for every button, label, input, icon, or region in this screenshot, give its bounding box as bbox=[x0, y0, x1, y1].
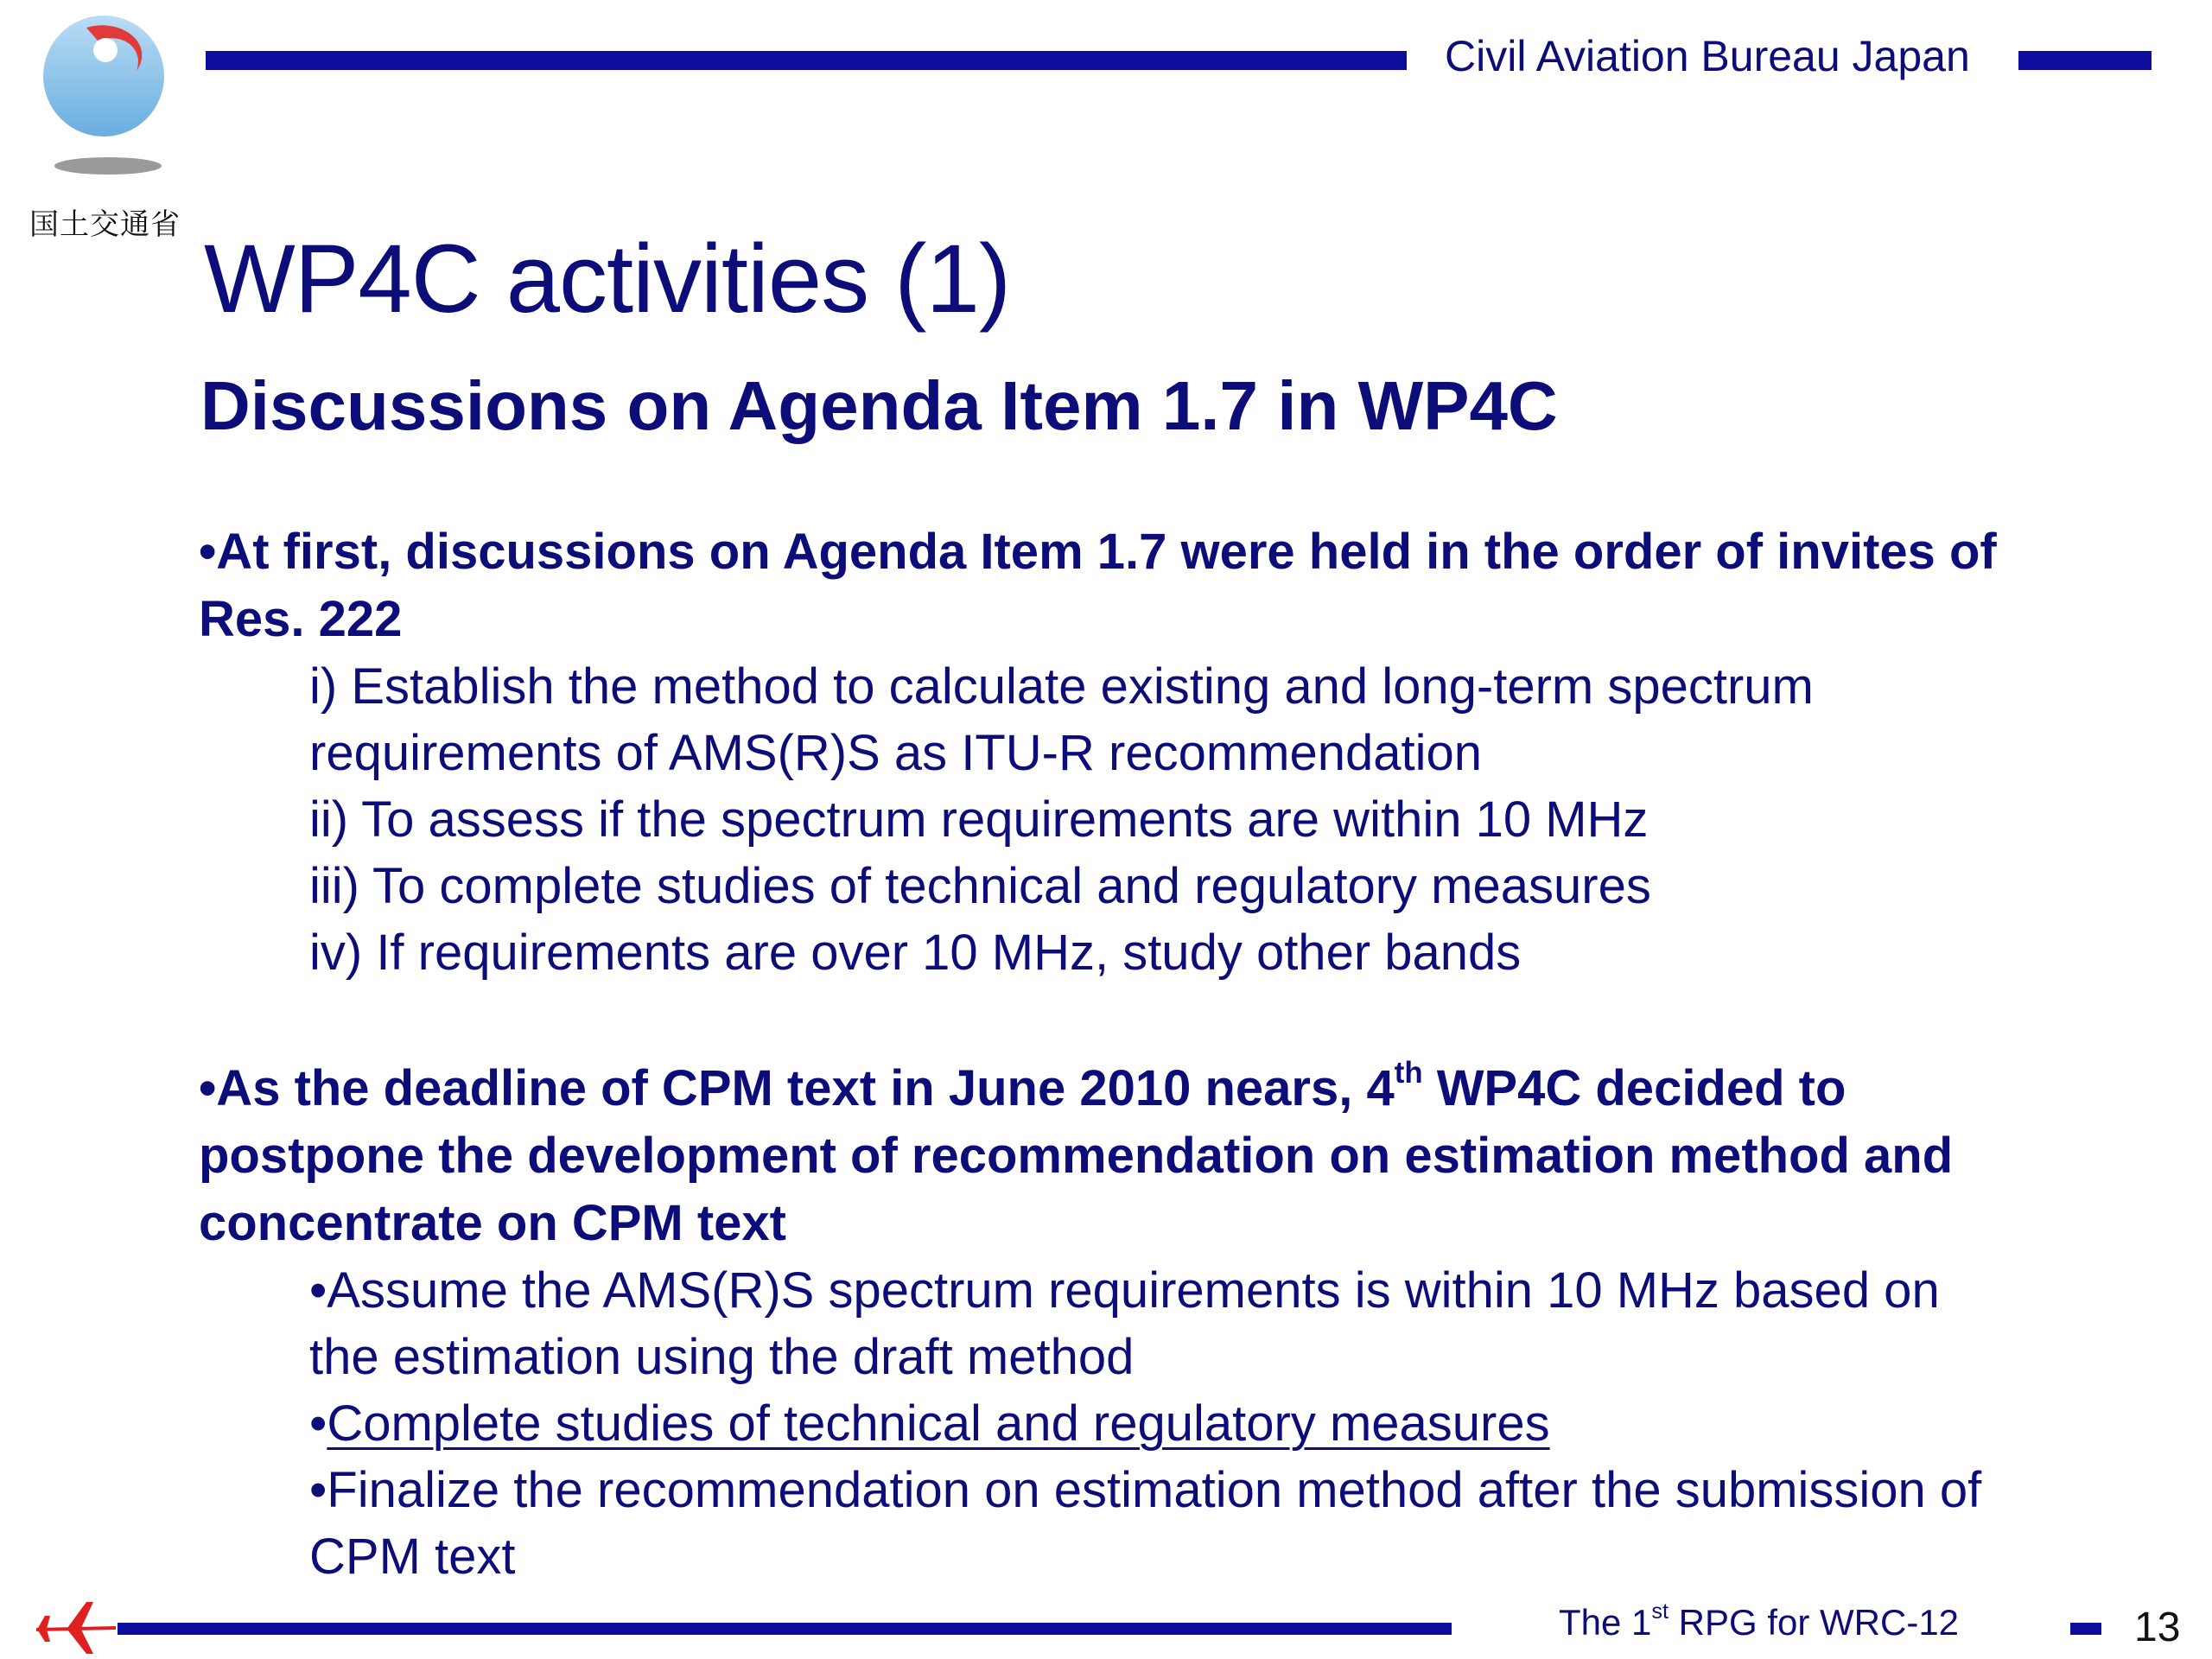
footer-rule-left bbox=[118, 1623, 1452, 1635]
airplane-icon bbox=[33, 1597, 119, 1657]
bullet-cpm-deadline bbox=[199, 1055, 2022, 1257]
invite-item: iv) If requirements are over 10 MHz, study other bands bbox=[309, 925, 1522, 981]
decision-item: •Finalize the recommendation on estimation method after the submission of CPM text bbox=[309, 1462, 1982, 1585]
footer-text-post: RPG for WRC-12 bbox=[1669, 1602, 1960, 1643]
footer-meeting-label bbox=[1559, 1599, 1960, 1643]
header-rule-left bbox=[206, 51, 1407, 70]
footer-rule-right bbox=[2070, 1623, 2101, 1635]
footer-text-pre: The 1 bbox=[1559, 1602, 1652, 1643]
invite-item: i) Establish the method to calculate existing and long-term spectrum requirements of AMS(R)S as ITU-R recommendation bbox=[309, 658, 1814, 781]
invite-item: ii) To assess if the spectrum requirements are within 10 MHz bbox=[309, 791, 1649, 848]
decision-item-underlined: Complete studies of technical and regulatory measures bbox=[327, 1395, 1550, 1452]
ordinal-suffix: th bbox=[1394, 1055, 1423, 1090]
bullet-res222: •At first, discussions on Agenda Item 1.7 were held in the order of invites of Res. 222 bbox=[199, 524, 1997, 647]
organization-name: Civil Aviation Bureau Japan bbox=[1445, 32, 1970, 80]
slide-title: WP4C activities (1) bbox=[204, 225, 1011, 333]
page-number: 13 bbox=[2134, 1605, 2181, 1650]
decision-list bbox=[309, 1257, 2022, 1590]
slide-body bbox=[199, 518, 2022, 1590]
invite-item: iii) To complete studies of technical and regulatory measures bbox=[309, 858, 1651, 914]
invites-list bbox=[309, 653, 2022, 986]
decision-item: •Assume the AMS(R)S spectrum requirements is within 10 MHz based on the estimation using the draft method bbox=[309, 1262, 1940, 1385]
mlit-emblem-icon bbox=[26, 9, 181, 233]
header-rule-right bbox=[2018, 51, 2152, 70]
section-gap bbox=[199, 986, 2022, 1055]
bullet-cpm-text-pre: •As the deadline of CPM text in June 2010 nears, 4 bbox=[199, 1060, 1395, 1116]
decision-item: •Complete studies of technical and regulatory measures bbox=[309, 1395, 1550, 1452]
bullet-cpm-text-post: WP4C decided to postpone the development of recommendation on estimation method and concentrate on CPM text bbox=[199, 1060, 1954, 1251]
org-name-japanese: 国土交通省 bbox=[29, 207, 181, 242]
footer-ordinal-suffix: st bbox=[1651, 1599, 1669, 1624]
slide-subtitle: Discussions on Agenda Item 1.7 in WP4C bbox=[200, 367, 1558, 444]
